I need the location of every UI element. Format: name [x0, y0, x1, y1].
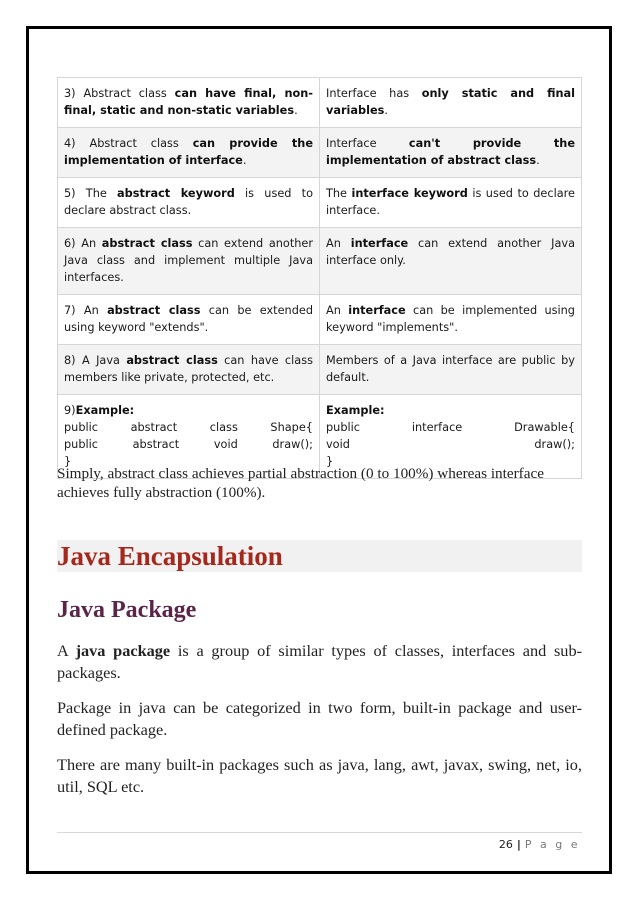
bold-phrase: can have final, non-final, static and non-static variables — [64, 87, 313, 117]
bold-phrase: only static and final variables — [326, 87, 575, 117]
text-run: 4) Abstract class — [64, 137, 193, 150]
text-run: can extend another Java class and implement multiple Java interfaces. — [64, 237, 314, 284]
paragraph-builtin-packages: There are many built-in packages such as java, lang, awt, javax, swing, net, io, util, SQL etc. — [57, 755, 582, 796]
code-token: } — [64, 455, 72, 468]
code-token: draw(); — [272, 438, 313, 451]
interface-cell — [320, 228, 582, 295]
text-run: . — [536, 154, 540, 167]
text-run: An — [326, 237, 351, 250]
comparison-table — [57, 77, 582, 479]
example-label: Example: — [326, 404, 385, 417]
text-run: . — [294, 104, 298, 117]
text-run: can have class members like private, protected, etc. — [64, 354, 313, 384]
code-token: abstract — [130, 421, 178, 434]
abstract-class-cell — [58, 178, 320, 228]
footer-separator: | — [516, 838, 521, 851]
heading-java-package: Java Package — [57, 597, 197, 623]
bold-phrase: abstract class — [101, 237, 193, 250]
bold-phrase: can provide the implementation of interface — [64, 137, 313, 167]
text-run: can be extended using keyword "extends". — [64, 304, 314, 334]
code-token: interface — [411, 421, 463, 434]
para1-before: A — [57, 641, 76, 660]
bold-phrase: interface — [348, 304, 406, 317]
code-token: public — [64, 438, 98, 451]
text-run: . — [384, 104, 388, 117]
abstract-class-cell — [58, 295, 320, 345]
para1-bold-term: java package — [75, 641, 171, 660]
text-run: . — [242, 154, 247, 167]
comparison-row — [58, 178, 582, 228]
interface-cell — [320, 128, 582, 178]
page-label: P a g e — [524, 838, 580, 851]
comparison-row — [58, 295, 582, 345]
text-run: is used to declare interface. — [326, 187, 576, 217]
text-run: The — [326, 187, 352, 200]
code-token: class — [209, 421, 238, 434]
bold-phrase: abstract class — [126, 354, 218, 367]
para1-after: is a group of similar types of classes, interfaces and sub-packages. — [57, 641, 583, 682]
comparison-row — [58, 128, 582, 178]
text-run: 6) An — [64, 237, 102, 250]
text-run: is used to declare abstract class. — [64, 187, 314, 217]
code-line — [64, 419, 313, 436]
footer-divider — [57, 832, 582, 833]
code-token: Drawable{ — [514, 421, 575, 434]
code-token: void — [213, 438, 238, 451]
text-run: Members of a Java interface are public by default. — [326, 354, 575, 384]
paragraph-java-package-definition — [57, 640, 582, 684]
comparison-row — [58, 78, 582, 128]
code-token: void — [326, 438, 350, 451]
text-run: An — [326, 304, 349, 317]
text-run: 5) The — [64, 187, 118, 200]
interface-cell — [320, 178, 582, 228]
code-token: public — [64, 421, 98, 434]
code-line — [326, 419, 575, 436]
code-token: } — [326, 455, 334, 468]
heading-java-encapsulation: Java Encapsulation — [57, 541, 283, 571]
summary-text: Simply, abstract class achieves partial abstraction (0 to 100%) whereas interface achieves fully abstraction (100%). — [57, 465, 544, 501]
example-number: 9) — [64, 404, 76, 417]
abstract-class-cell — [58, 128, 320, 178]
comparison-row — [58, 228, 582, 295]
text-run: can extend another Java interface only. — [326, 237, 575, 267]
code-line — [326, 436, 575, 453]
text-run: can be implemented using keyword "implements". — [326, 304, 575, 334]
bold-phrase: abstract keyword — [117, 187, 235, 200]
text-run: Interface has — [326, 87, 422, 100]
code-token: abstract — [132, 438, 180, 451]
interface-cell — [320, 78, 582, 128]
example-label-line — [326, 402, 575, 419]
code-token: Shape{ — [270, 421, 313, 434]
abstract-class-cell — [58, 228, 320, 295]
page-footer — [499, 838, 580, 851]
comparison-row — [58, 345, 582, 395]
interface-cell — [320, 345, 582, 395]
code-token: public — [326, 421, 360, 434]
paragraph-package-categories: Package in java can be categorized in two form, built-in package and user-defined package. — [57, 698, 582, 739]
example-label: Example: — [75, 404, 135, 417]
text-run: Interface — [326, 137, 409, 150]
bold-phrase: interface — [350, 237, 409, 250]
code-token: draw(); — [534, 438, 575, 451]
abstract-class-cell — [58, 345, 320, 395]
interface-cell — [320, 295, 582, 345]
bold-phrase: can't provide the implementation of abstract class — [326, 137, 575, 167]
example-label-line — [64, 402, 313, 419]
text-run: 7) An — [64, 304, 108, 317]
abstract-class-cell — [58, 78, 320, 128]
text-run: 3) Abstract class — [64, 87, 175, 100]
bold-phrase: abstract class — [107, 304, 201, 317]
page-number: 26 — [498, 838, 513, 851]
text-run: 8) A Java — [64, 354, 127, 367]
code-line — [64, 436, 313, 453]
bold-phrase: interface keyword — [351, 187, 468, 200]
